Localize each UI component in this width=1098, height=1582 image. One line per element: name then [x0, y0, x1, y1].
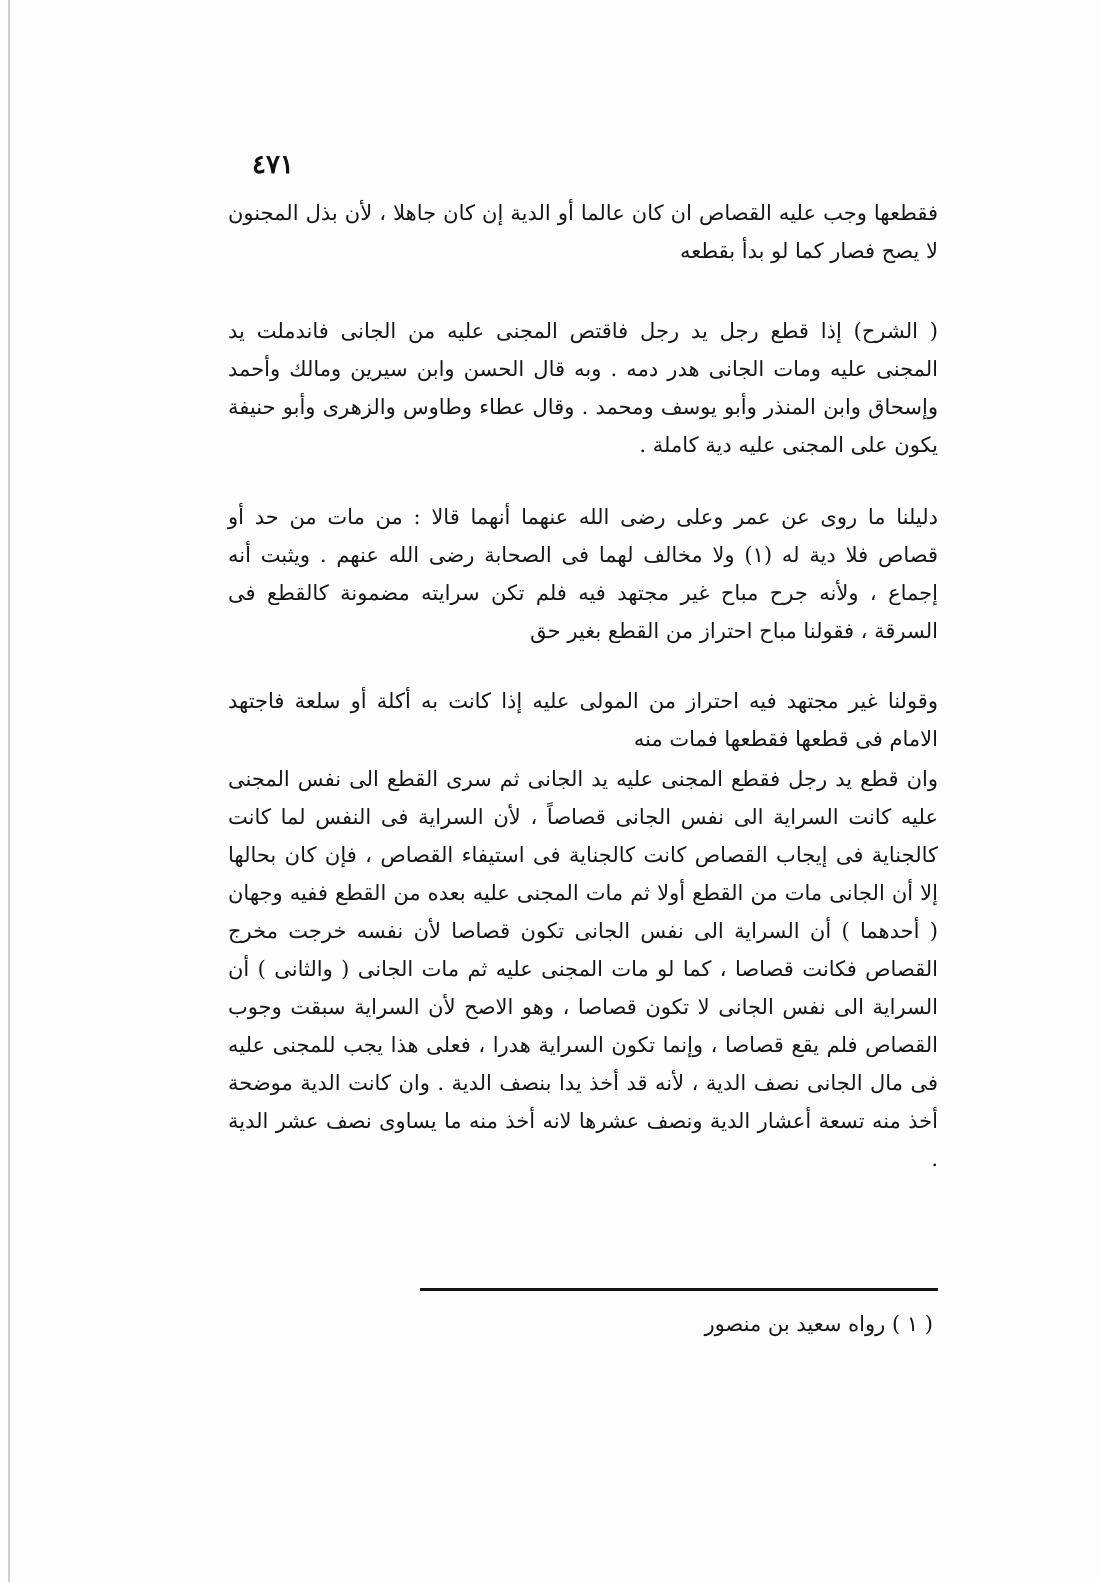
page-edge-shadow — [8, 0, 10, 1582]
paragraph-clarification — [228, 682, 938, 758]
paragraph-evidence — [228, 498, 938, 650]
paragraph-text: فقطعها وجب عليه القصاص ان كان عالما أو الدية إن كان جاهلا ، لأن بذل المجنون لا يصح فصار كما لو بدأ بقطعه — [228, 201, 938, 263]
paragraph-text: دليلنا ما روى عن عمر وعلى رضى الله عنهما أنهما قالا : من مات من حد أو قصاص فلا دية له (١) ولا مخالف لهما فى الصحابة رضى الله عنهم . ويثبت أنه إجماع ، ولأنه جرح مباح غير مجتهد فيه فلم تكن سرايته مضمونة كالقطع فى السرقة ، فقولنا مباح احتراز من القطع بغير حق — [228, 505, 938, 643]
paragraph-ruling — [228, 760, 938, 1178]
paragraph-text: وان قطع يد رجل فقطع المجنى عليه يد الجانى ثم سرى القطع الى نفس المجنى عليه كانت السراية الى نفس الجانى قصاصاً ، لأن السراية فى النفس لما كانت كالجناية فى إيجاب القصاص كانت كالجناية فى استيفاء القصاص ، فإن كان بحالها إلا أن الجانى مات من القطع أولا ثم مات المجنى عليه بعده من القطع ففيه وجهان ( أحدهما ) أن السراية الى نفس الجانى تكون قصاصا لأن نفسه خرجت مخرج القصاص فكانت قصاصا ، كما لو مات المجنى عليه ثم مات الجانى ( والثانى ) أن السراية الى نفس الجانى لا تكون قصاصا ، وهو الاصح لأن السراية سبقت وجوب القصاص فلم يقع قصاصا ، وإنما تكون السراية هدرا ، فعلى هذا يجب للمجنى عليه فى مال الجانى نصف الدية ، لأنه قد أخذ يدا بنصف الدية . وان كانت الدية موضحة أخذ منه تسعة أعشار الدية ونصف عشرها لانه أخذ منه ما يساوى نصف عشر الدية . — [228, 767, 938, 1171]
paragraph-text: ( الشرح) إذا قطع رجل يد رجل فاقتص المجنى عليه من الجانى فاندملت يد المجنى عليه ومات الجانى هدر دمه . وبه قال الحسن وابن سيرين ومالك وأحمد وإسحاق وابن المنذر وأبو يوسف ومحمد . وقال عطاء وطاوس والزهرى وأبو حنيفة يكون على المجنى عليه دية كاملة . — [228, 319, 938, 457]
footnote-divider — [420, 1288, 938, 1291]
paragraph-commentary — [228, 312, 938, 464]
paragraph-text: وقولنا غير مجتهد فيه احتراز من المولى عليه إذا كانت به أكلة أو سلعة فاجتهد الامام فى قطعها فقطعها فمات منه — [228, 689, 938, 751]
paragraph-continuation — [228, 194, 938, 270]
page-number: ٤٧١ — [252, 150, 294, 180]
footnote: ( ١ ) رواه سعيد بن منصور — [704, 1312, 933, 1336]
